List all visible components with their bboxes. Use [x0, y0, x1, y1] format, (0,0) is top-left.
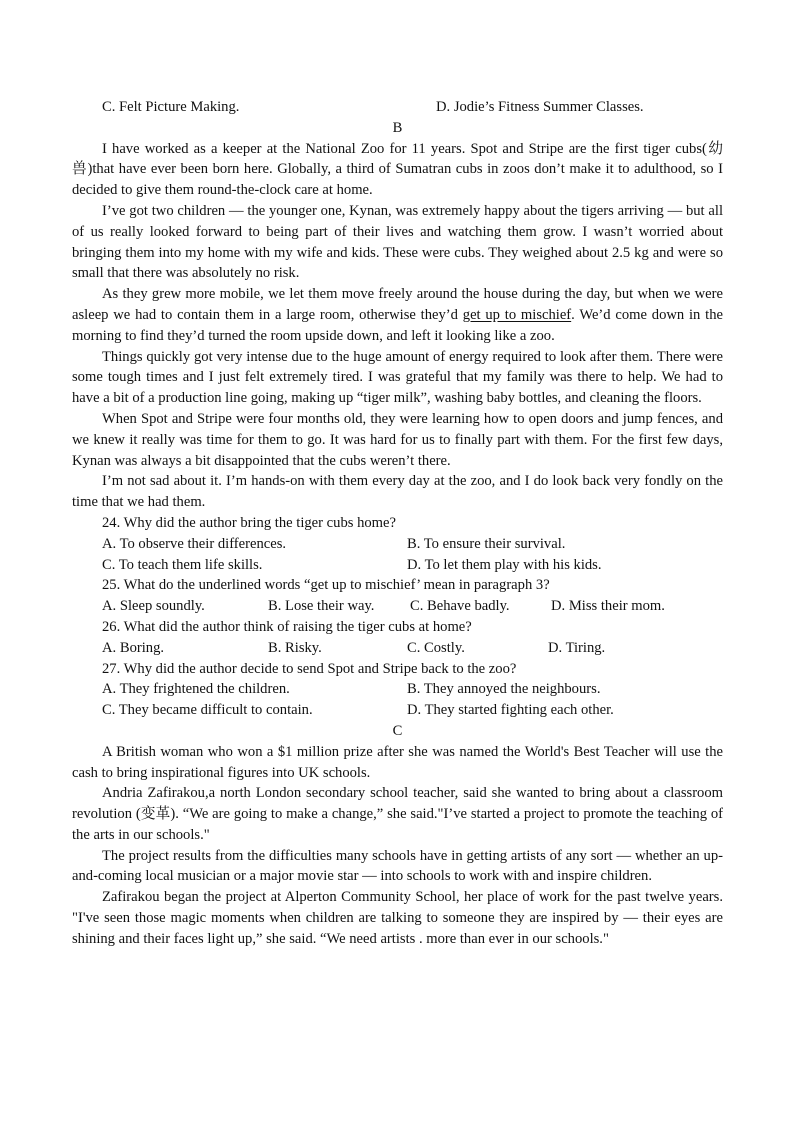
question-27-stem: 27. Why did the author decide to send Spot and Stripe back to the zoo?	[102, 660, 517, 677]
question-26-option-b: B. Risky.	[268, 639, 322, 656]
underlined-phrase: get up to mischief	[462, 306, 572, 323]
paragraph-c1: A British woman who won a $1 million prize after she was named the World's Best Teacher will use the cash to bring inspirational figures into UK schools.	[72, 743, 723, 781]
paragraph-b4: Things quickly got very intense due to the huge amount of energy required to look after them. There were some tough times and I just felt extremely tired. I was grateful that my family was there to help. We had to have a bit of a production line going, making up “tiger milk”, washing baby bottles, and cleaning the floors.	[72, 348, 723, 407]
question-24-option-d: D. To let them play with his kids.	[407, 556, 602, 573]
question-24-option-a: A. To observe their differences.	[102, 535, 287, 552]
paragraph-b1: I have worked as a keeper at the National Zoo for 11 years. Spot and Stripe are the first tiger cubs(幼兽)that have ever been born here. Globally, a third of Sumatran cubs in zoos don’t make it to adulthood, so I decided to give them round-the-clock care at home.	[72, 140, 723, 199]
paragraph-b6: I’m not sad about it. I’m hands-on with them every day at the zoo, and I do look back very fondly on the time that we had them.	[72, 473, 723, 511]
question-26-option-c: C. Costly.	[407, 639, 465, 656]
question-27-option-c: C. They became difficult to contain.	[102, 702, 313, 719]
paragraph-b3-text-before: As they grew more mobile, we let them move freely around the house during the day, but when we were asleep we had to contain them in a large room, otherwise they’d	[72, 286, 723, 323]
exam-page	[72, 97, 723, 950]
question-27-options-row-2	[72, 700, 723, 721]
paragraph-b2: I’ve got two children — the younger one, Kynan, was extremely happy about the tigers arriving — but all of us really looked forward to being part of their lives and watching them grow. I wasn’t worried about bringing them into my home with my wife and kids. These were cubs. They weighed about 2.5 kg and were so small that there was absolutely no risk.	[72, 202, 723, 282]
question-25-option-c: C. Behave badly.	[410, 598, 510, 615]
question-24-option-b: B. To ensure their survival.	[407, 535, 566, 552]
question-27-option-a: A. They frightened the children.	[102, 681, 290, 698]
option-c: C. Felt Picture Making.	[102, 99, 240, 115]
question-25-option-b: B. Lose their way.	[268, 598, 375, 615]
section-c-label: C	[392, 722, 403, 739]
question-26-stem: 26. What did the author think of raising the tiger cubs at home?	[102, 618, 472, 635]
question-26-option-a: A. Boring.	[102, 639, 165, 656]
previous-question-options	[72, 97, 723, 118]
section-b-label: B	[392, 119, 403, 136]
paragraph-b3-text-after: . We’d come down in the morning to find they’d turned the room upside down, and left it looking like a zoo.	[72, 306, 723, 344]
question-25-option-a: A. Sleep soundly.	[102, 598, 205, 615]
paragraph-b3	[72, 284, 723, 346]
question-27-option-b: B. They annoyed the neighbours.	[407, 681, 601, 698]
question-26-options-row	[72, 638, 723, 659]
question-24-options-row-1	[72, 534, 723, 555]
paragraph-b5: When Spot and Stripe were four months old, they were learning how to open doors and jump fences, and we knew it really was time for them to go. It was hard for us to finally part with them. For the first few days, Kynan was always a bit disappointed that the cubs weren’t there.	[72, 410, 723, 469]
question-24-option-c: C. To teach them life skills.	[102, 556, 263, 573]
paragraph-c3: The project results from the difficulties many schools have in getting artists of any sort — whether an up-and-coming local musician or a major movie star — into schools to work with and inspire children.	[72, 847, 723, 885]
question-27-options-row-1	[72, 679, 723, 700]
question-25-options-row	[72, 596, 723, 617]
paragraph-c2: Andria Zafirakou,a north London secondary school teacher, said she wanted to bring about a classroom revolution (变革). “We are going to make a change,” she said."I’ve started a project to promote the teaching of the arts in our schools."	[72, 785, 723, 843]
question-25-stem: 25. What do the underlined words “get up to mischief’ mean in paragraph 3?	[102, 577, 550, 594]
question-26-option-d: D. Tiring.	[548, 639, 606, 656]
option-d: D. Jodie’s Fitness Summer Classes.	[436, 99, 644, 115]
question-24-stem: 24. Why did the author bring the tiger cubs home?	[102, 514, 396, 531]
question-24-options-row-2	[72, 555, 723, 576]
question-25-option-d: D. Miss their mom.	[551, 598, 665, 615]
question-27-option-d: D. They started fighting each other.	[407, 702, 614, 719]
paragraph-c4: Zafirakou began the project at Alperton Community School, her place of work for the past twelve years. "I've seen those magic moments when children are talking to someone they are inspired by — their eyes are shining and their faces light up,” she said. “We need artists . more than ever in our schools."	[72, 889, 723, 947]
